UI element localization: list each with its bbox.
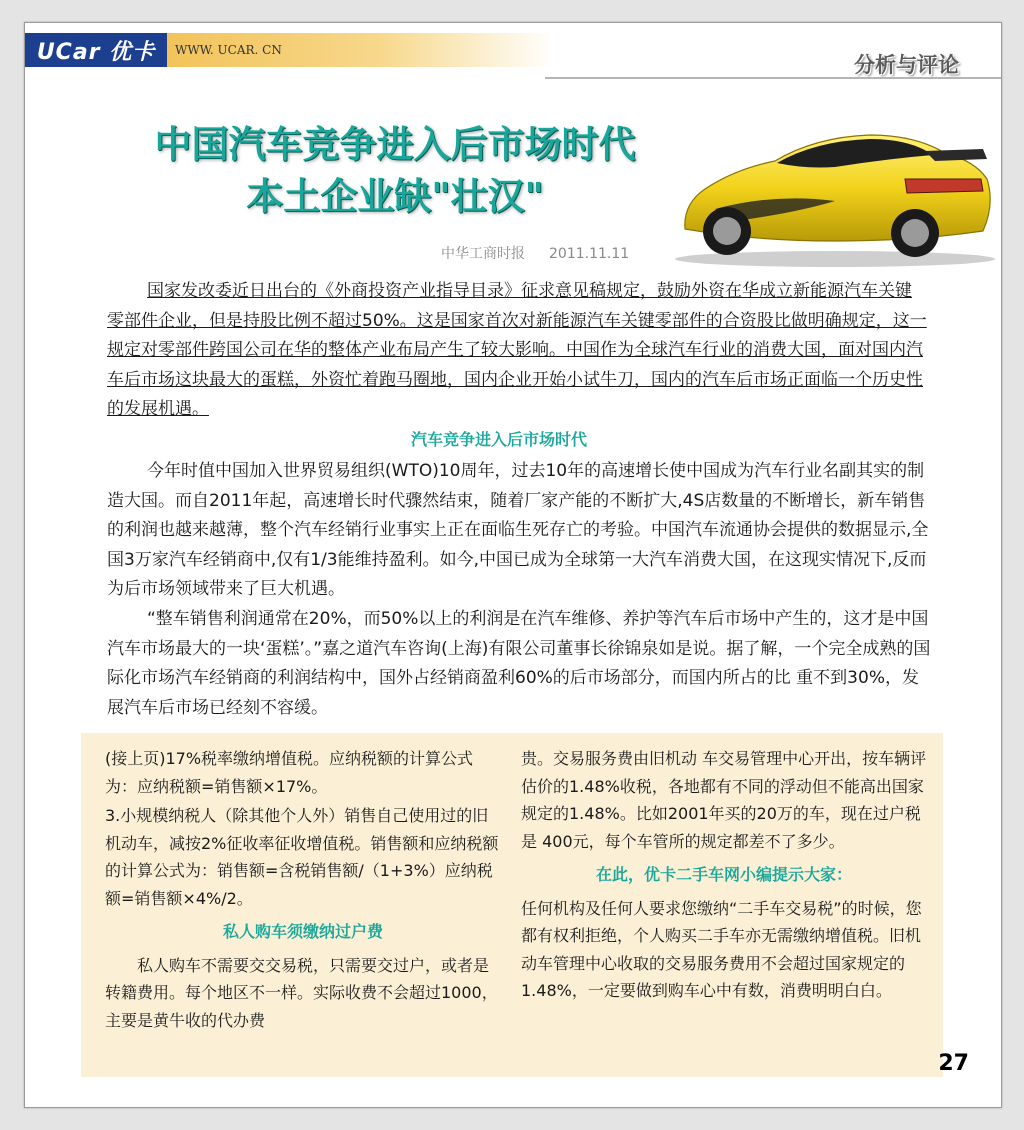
sidebar-left-paragraph-2: 3.小规模纳税人（除其他个人外）销售自己使用过的旧机动车，减按2%征收率征收增值税。销售额和应纳税额的计算公式为：销售额=含税销售额/（1+3%）应纳税额=销售额×4%/2。 (105, 806, 499, 908)
body-paragraph-2: “整车销售利润通常在20%，而50%以上的利润是在汽车维修、养护等汽车后市场中产生的，这才是中国汽车市场最大的一块‘蛋糕’。”嘉之道汽车咨询(上海)有限公司董事长徐锦泉如是说。据了解，一个完全成熟的国际化市场汽车经销商的利润结构中，国外占经销商盈利60%的后市场部分，而国内所占的比 重不到30%，发展汽车后市场已经刻不容缓。 (107, 609, 931, 718)
page-number: 27 (938, 1051, 969, 1076)
article-title (85, 119, 705, 223)
sidebar-right-heading: 在此，优卡二手车网小编提示大家： (595, 865, 852, 884)
body-paragraph-1: 今年时值中国加入世界贸易组织(WTO)10周年，过去10年的高速增长使中国成为汽车行业名副其实的制造大国。而自2011年起，高速增长时代骤然结束，随着厂家产能的不断扩大,4S店数量的不断增长，新车销售的利润也越来越薄，整个汽车经销行业事实上正在面临生死存亡的考验。中国汽车流通协会提供的数据显示,全国3万家汽车经销商中,仅有1/3能维持盈利。如今,中国已成为全球第一大汽车消费大国，在这现实情况下,反而为后市场领域带来了巨大机遇。 (107, 461, 929, 599)
tax-info-sidebar (81, 733, 943, 1077)
header-divider (545, 77, 1001, 79)
sidebar-right-paragraph-2: 任何机构及任何人要求您缴纳“二手车交易税”的时候，您都有权利拒绝，个人购买二手车亦无需缴纳增值税。旧机动车管理中心收取的交易服务费用不会超过国家规定的1.48%，一定要做到购车心中有数，消费明明白白。 (521, 898, 922, 1000)
sidebar-left-heading: 私人购车须缴纳过户费 (222, 922, 383, 941)
article-source (441, 243, 629, 263)
sidebar-right-column (521, 745, 927, 1007)
source-date: 2011.11.11 (549, 246, 630, 262)
article-intro: 国家发改委近日出台的《外商投资产业指导目录》征求意见稿规定，鼓励外资在华成立新能源汽车关键零部件企业，但是持股比例不超过50%。这是国家首次对新能源汽车关键零部件的合资股比做明确规定，这一规定对零部件跨国公司在华的整体产业布局产生了较大影响。中国作为全球汽车行业的消费大国，面对国内汽车后市场这块最大的蛋糕，外资忙着跑马圈地，国内企业开始小试牛刀，国内的汽车后市场正面临一个历史性的发展机遇。 (107, 281, 927, 419)
page-header (25, 23, 1001, 77)
title-line-2: 本土企业缺"壮汉" (246, 175, 544, 218)
ucar-logo[interactable]: UCar 优卡 (25, 33, 167, 67)
sidebar-left-paragraph-3: 私人购车不需要交交易税，只需要交过户，或者是转籍费用。每个地区不一样。实际收费不会超过1000，主要是黄牛收的代办费 (105, 955, 498, 1030)
sidebar-right-paragraph-1: 贵。交易服务费由旧机动 车交易管理中心开出，按车辆评估价的1.48%收税，各地都有不同的浮动但不能高出国家规定的1.48%。比如2001年买的20万的车，现在过户税是 400元，每个车管所的规定都差不了多少。 (521, 749, 927, 851)
magazine-page (24, 22, 1002, 1108)
sidebar-left-paragraph-1: (接上页)17%税率缴纳增值税。应纳税额的计算公式为：应纳税额=销售额×17%。 (105, 749, 474, 796)
section-tag: 分析与评论 (854, 53, 959, 77)
source-name: 中华工商时报 (441, 246, 525, 262)
title-line-1: 中国汽车竞争进入后市场时代 (154, 123, 636, 166)
sidebar-left-column (105, 745, 501, 1036)
site-url[interactable]: WWW. UCAR. CN (167, 33, 555, 67)
section-subheading: 汽车竞争进入后市场时代 (411, 430, 588, 449)
yellow-sports-car-image (665, 109, 999, 269)
